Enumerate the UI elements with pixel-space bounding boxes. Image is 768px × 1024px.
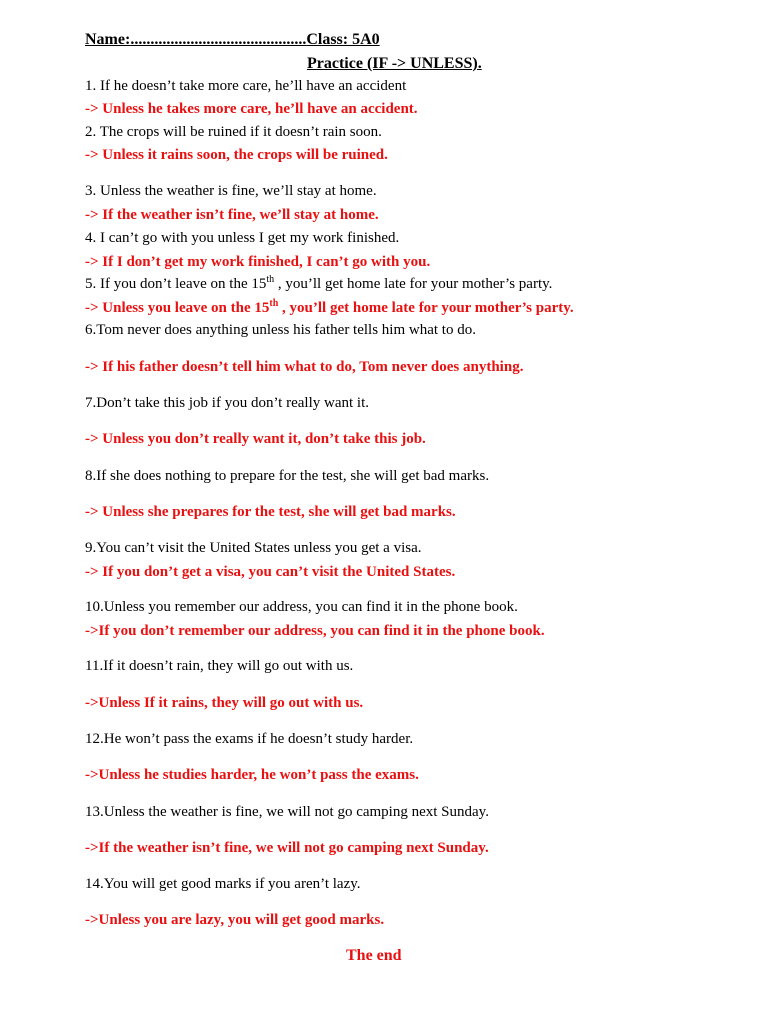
- answer-6: -> If his father doesn’t tell him what to do, Tom never does anything.: [85, 359, 524, 375]
- question-6: 6.Tom never does anything unless his father tells him what to do.: [85, 322, 476, 338]
- answer-13: ->If the weather isn’t fine, we will not go camping next Sunday.: [85, 840, 489, 856]
- answer-5-rest: , you’ll get home late for your mother’s party.: [278, 300, 574, 316]
- question-7: 7.Don’t take this job if you don’t really want it.: [85, 395, 369, 411]
- question-11: 11.If it doesn’t rain, they will go out with us.: [85, 658, 354, 674]
- question-12: 12.He won’t pass the exams if he doesn’t study harder.: [85, 731, 414, 747]
- answer-5: [85, 299, 574, 317]
- question-5: [85, 275, 552, 293]
- question-10: 10.Unless you remember our address, you can find it in the phone book.: [85, 599, 518, 615]
- answer-8: -> Unless she prepares for the test, she will get bad marks.: [85, 504, 456, 520]
- answer-10: ->If you don’t remember our address, you can find it in the phone book.: [85, 623, 545, 639]
- question-13: 13.Unless the weather is fine, we will not go camping next Sunday.: [85, 804, 489, 820]
- question-5-rest: , you’ll get home late for your mother’s party.: [274, 276, 553, 292]
- name-blank: ............................................: [130, 31, 307, 48]
- answer-5-text: -> Unless you leave on the 15: [85, 300, 270, 316]
- answer-9: -> If you don’t get a visa, you can’t visit the United States.: [85, 564, 456, 580]
- the-end-label: The end: [346, 947, 402, 964]
- answer-11: ->Unless If it rains, they will go out with us.: [85, 695, 364, 711]
- question-3: 3. Unless the weather is fine, we’ll stay at home.: [85, 183, 377, 199]
- answer-5-ordinal: th: [269, 298, 279, 309]
- header-line: [85, 31, 380, 49]
- question-5-ordinal: th: [266, 274, 275, 285]
- answer-12: ->Unless he studies harder, he won’t pass the exams.: [85, 767, 419, 783]
- question-5-text: 5. If you don’t leave on the 15: [85, 276, 267, 292]
- answer-14: ->Unless you are lazy, you will get good marks.: [85, 912, 385, 928]
- question-4: 4. I can’t go with you unless I get my work finished.: [85, 230, 400, 246]
- answer-7: -> Unless you don’t really want it, don’t take this job.: [85, 431, 426, 447]
- answer-1: -> Unless he takes more care, he’ll have an accident.: [85, 101, 418, 117]
- answer-3: -> If the weather isn’t fine, we’ll stay at home.: [85, 207, 379, 223]
- worksheet-title: Practice (IF -> UNLESS).: [307, 55, 482, 72]
- question-2: 2. The crops will be ruined if it doesn’t rain soon.: [85, 124, 382, 140]
- question-8: 8.If she does nothing to prepare for the test, she will get bad marks.: [85, 468, 490, 484]
- answer-2: -> Unless it rains soon, the crops will be ruined.: [85, 147, 388, 163]
- name-label: Name:: [85, 31, 131, 48]
- class-label: Class: 5A0: [306, 31, 380, 48]
- question-14: 14.You will get good marks if you aren’t lazy.: [85, 876, 361, 892]
- question-9: 9.You can’t visit the United States unless you get a visa.: [85, 540, 422, 556]
- answer-4: -> If I don’t get my work finished, I can’t go with you.: [85, 254, 431, 270]
- question-1: 1. If he doesn’t take more care, he’ll have an accident: [85, 78, 407, 94]
